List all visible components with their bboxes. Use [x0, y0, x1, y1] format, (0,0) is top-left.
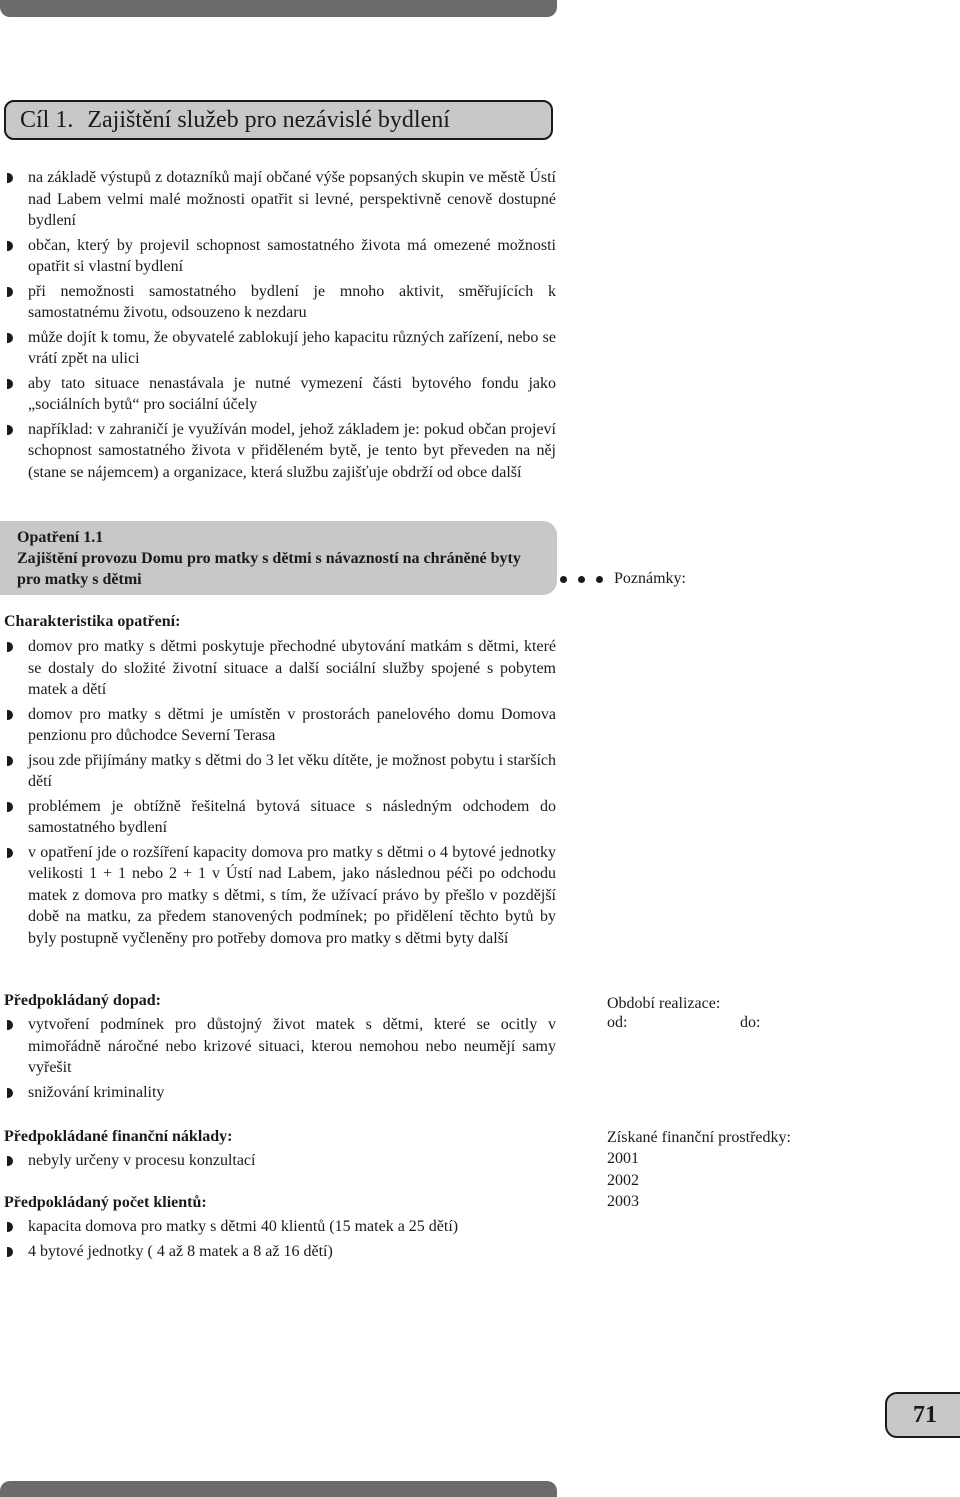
period-label: Období realizace:	[607, 995, 721, 1012]
list-item: na základě výstupů z dotazníků mají občané výše popsaných skupin ve městě Ústí nad Labem velmi malé možnosti opatřit si levné, perspektivně cenově dostupné bydlení	[4, 167, 556, 232]
funds-year: 2001	[607, 1150, 639, 1167]
goal-title	[20, 108, 450, 132]
measure-title: Zajištění provozu Domu pro matky s dětmi s návazností na chráněné byty pro matky s dětmi	[17, 550, 521, 588]
funds-year: 2003	[607, 1193, 639, 1210]
list-item: nebyly určeny v procesu konzultací	[4, 1150, 556, 1172]
list-item: může dojít k tomu, že obyvatelé zablokují jeho kapacitu různých zařízení, nebo se vrátí zpět na ulici	[4, 327, 556, 370]
funds-year: 2002	[607, 1172, 639, 1189]
bottom-decorative-bar	[0, 1481, 557, 1497]
list-item: při nemožnosti samostatného bydlení je mnoho aktivit, směřujících k samostatnému životu, odsouzeno k nezdaru	[4, 281, 556, 324]
clients-bullet-list	[4, 1216, 556, 1262]
funds-label: Získané finanční prostředky:	[607, 1129, 791, 1146]
costs-heading: Předpokládané finanční náklady:	[4, 1128, 233, 1145]
measure-heading-box	[0, 521, 557, 595]
impact-bullet-list	[4, 1014, 556, 1103]
bullet-dot-icon	[578, 576, 585, 583]
notes-label: Poznámky:	[614, 570, 686, 587]
list-item: domov pro matky s dětmi je umístěn v prostorách panelového domu Domova penzionu pro důchodce Severní Terasa	[4, 704, 556, 747]
page-number-box	[885, 1392, 960, 1438]
characteristics-heading: Charakteristika opatření:	[4, 613, 181, 630]
measure-label: Opatření 1.1	[17, 529, 104, 546]
impact-heading: Předpokládaný dopad:	[4, 992, 161, 1009]
clients-heading: Předpokládaný počet klientů:	[4, 1194, 207, 1211]
top-decorative-bar	[0, 0, 557, 17]
list-item: v opatření jde o rozšíření kapacity domova pro matky s dětmi o 4 bytové jednotky velikosti 1 + 1 nebo 2 + 1 v Ústí nad Labem, jako následnou péči po odchodu matek z domova pro matky s dětmi, s tím, že užívací právo by přešlo v pozdější době na matku, za předem stanovených podmínek; po přidělení těchto bytů by byly postupně vyčleněny pro potřeby domova pro matky s dětmi byty další	[4, 842, 556, 950]
period-from: od:	[607, 1014, 628, 1031]
goal-heading-box	[4, 100, 553, 140]
list-item: vytvoření podmínek pro důstojný život matek s dětmi, které se ocitly v mimořádně náročné nebo krizové situaci, kterou nemohou nebo neumějí samy vyřešit	[4, 1014, 556, 1079]
goal-bullet-list	[4, 167, 556, 483]
list-item: 4 bytové jednotky ( 4 až 8 matek a 8 až 16 dětí)	[4, 1241, 556, 1263]
period-to: do:	[740, 1014, 761, 1031]
characteristics-bullet-list	[4, 636, 556, 949]
notes-section	[560, 570, 686, 588]
list-item: kapacita domova pro matky s dětmi 40 klientů (15 matek a 25 dětí)	[4, 1216, 556, 1238]
list-item: jsou zde přijímány matky s dětmi do 3 let věku dítěte, je možnost pobytu i starších dětí	[4, 750, 556, 793]
list-item: aby tato situace nenastávala je nutné vymezení části bytového fondu jako „sociálních bytů“ pro sociální účely	[4, 373, 556, 416]
list-item: snižování kriminality	[4, 1082, 556, 1104]
page-number: 71	[913, 1401, 937, 1428]
list-item: domov pro matky s dětmi poskytuje přechodné ubytování matkám s dětmi, které se dostaly do složité životní situace a další sociální služby spojené s pobytem matek a dětí	[4, 636, 556, 701]
costs-bullet-list	[4, 1150, 556, 1172]
list-item: problémem je obtížně řešitelná bytová situace s následným odchodem do samostatného bydlení	[4, 796, 556, 839]
list-item: například: v zahraničí je využíván model, jehož základem je: pokud občan projeví schopnost samostatného života v přiděleném bytě, je tento byt převeden na něj (stane se nájemcem) a organizace, která službu zajišťuje obdrží od obce další	[4, 419, 556, 484]
goal-title-text: Zajištění služeb pro nezávislé bydlení	[87, 107, 450, 133]
list-item: občan, který by projevil schopnost samostatného života má omezené možnosti opatřit si vlastní bydlení	[4, 235, 556, 278]
bullet-dot-icon	[596, 576, 603, 583]
goal-number: Cíl 1.	[20, 107, 74, 133]
bullet-dot-icon	[560, 576, 567, 583]
